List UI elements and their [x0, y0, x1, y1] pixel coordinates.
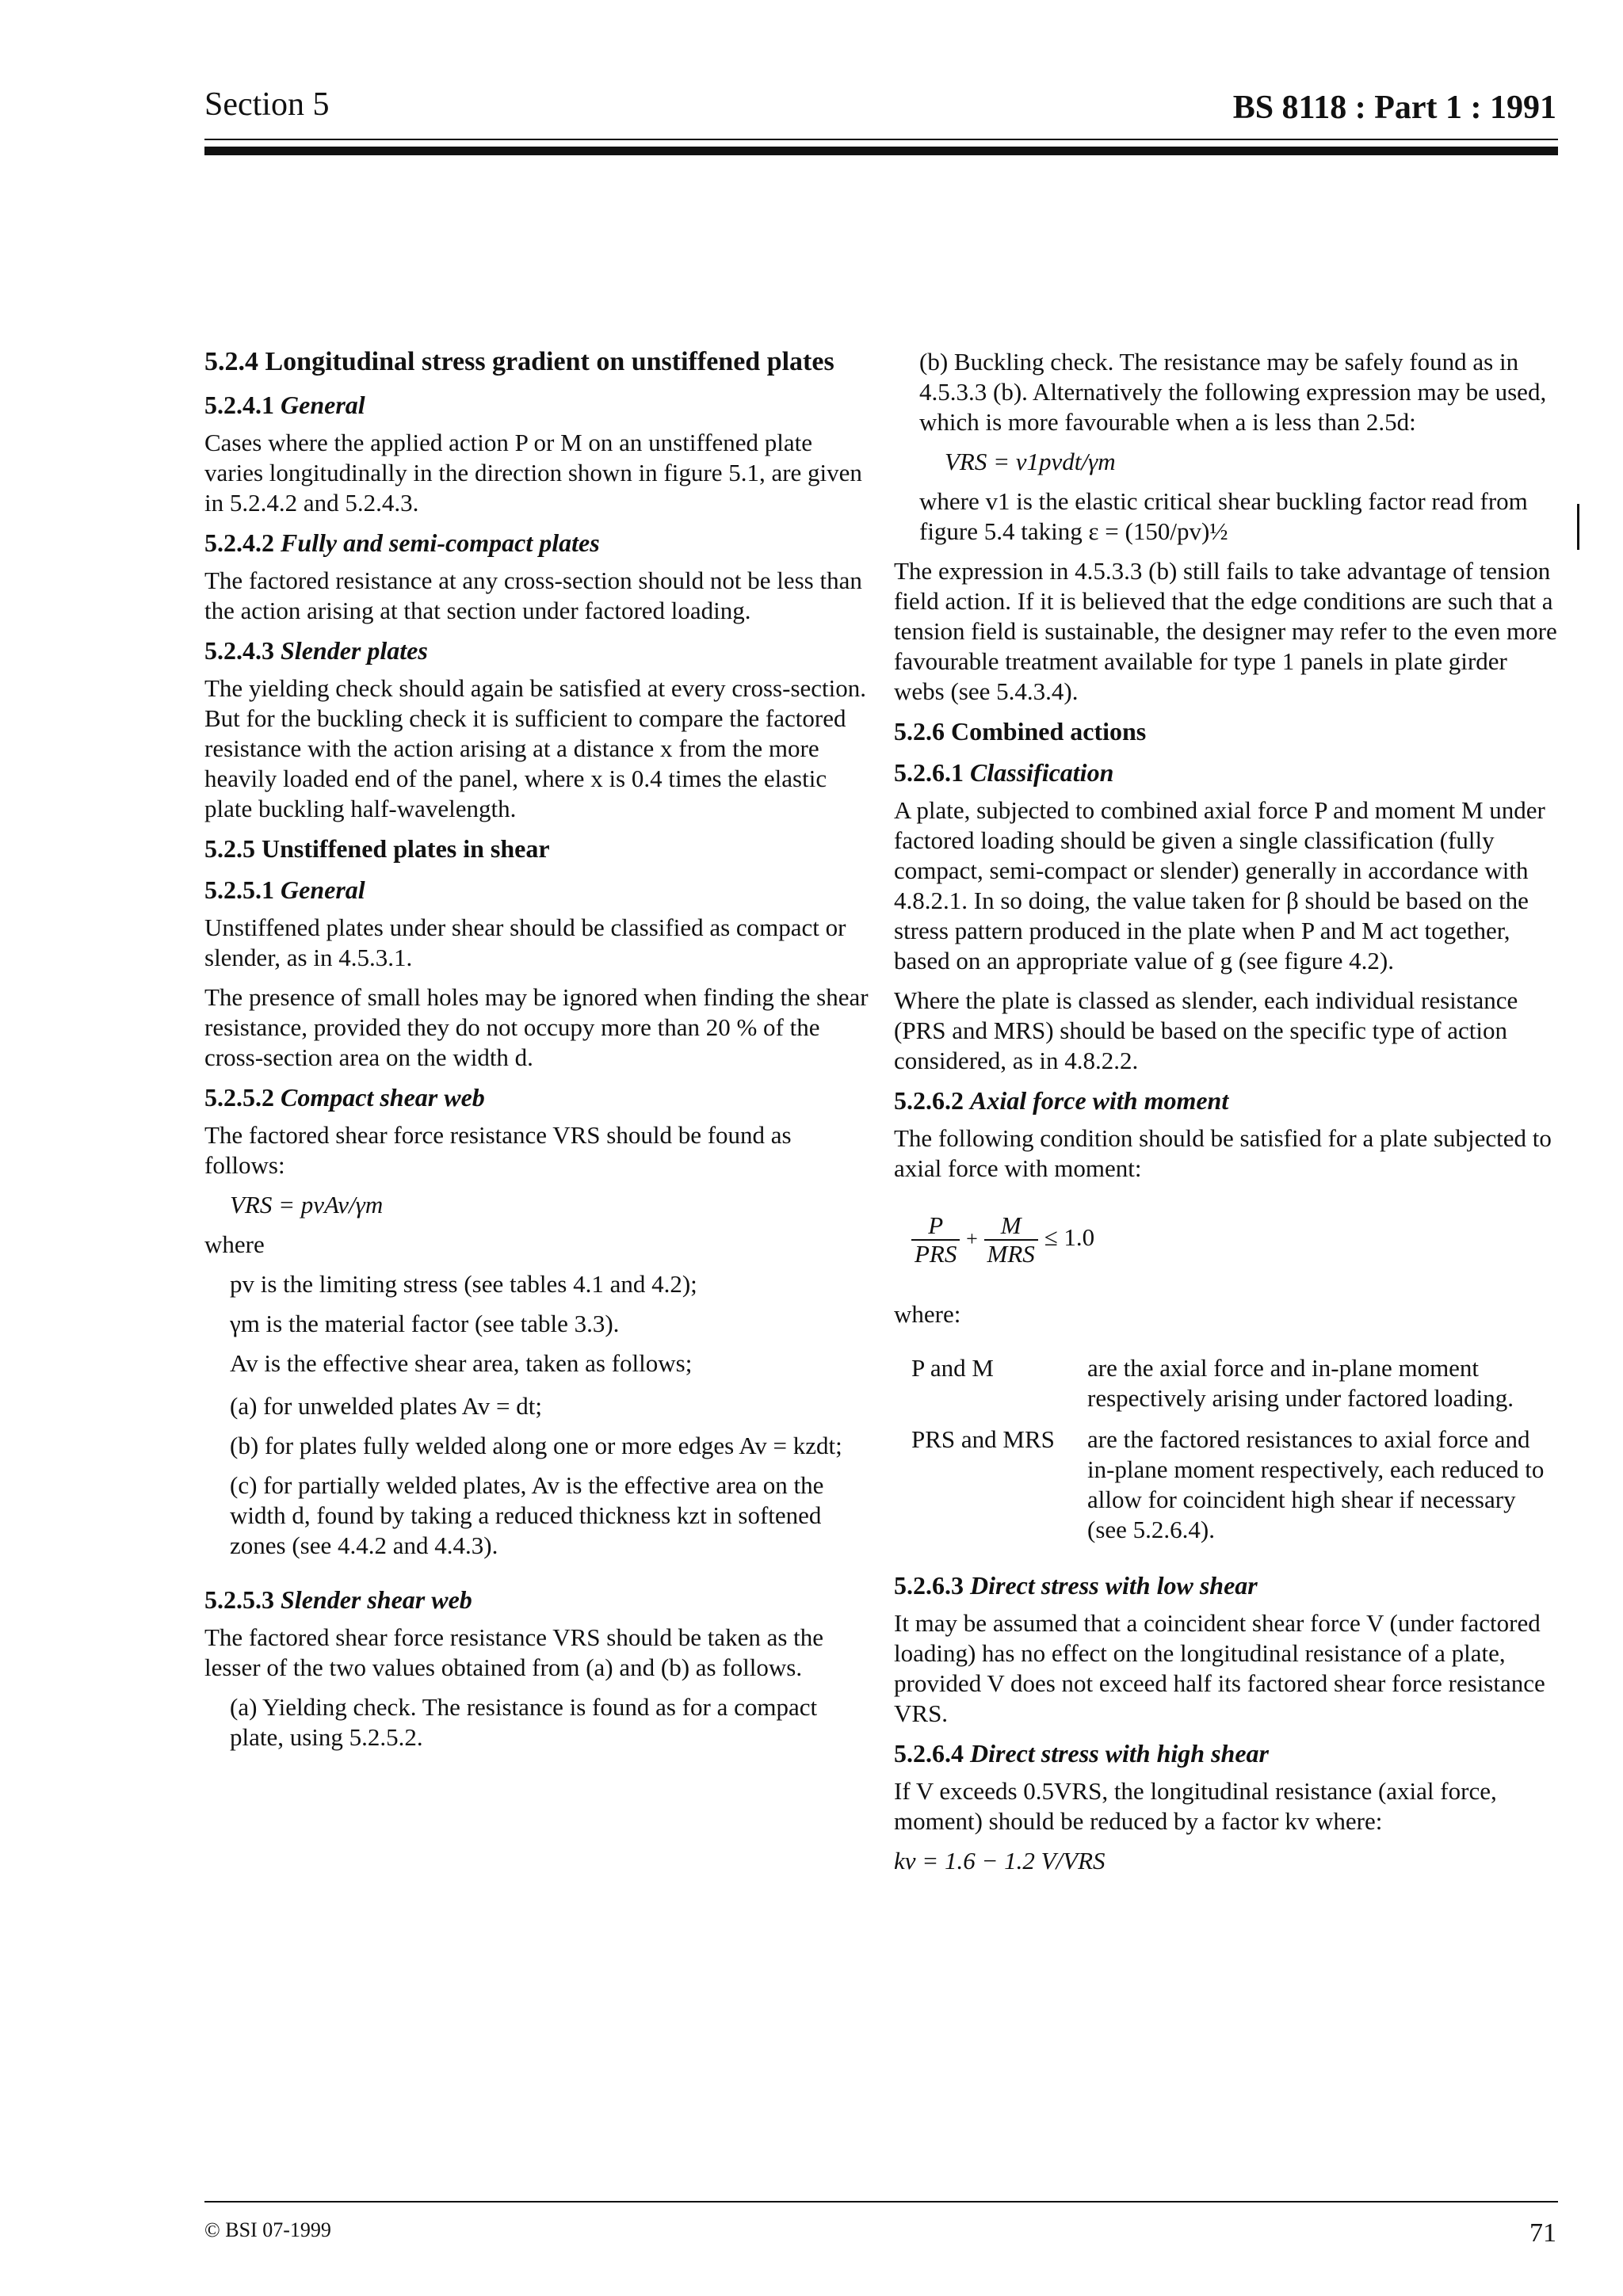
equation-vrs: VRS = pvAv/γm — [230, 1191, 384, 1219]
heading-5-2-6-4: 5.2.6.4 Direct stress with high shear — [894, 1739, 1269, 1768]
interaction-formula: $\frac{P}{\text{PRS}}$ + $\frac{M}{\text{MRS}}$ ≤ 1.0 — [911, 1212, 1560, 1268]
heading-5-2-6-3: 5.2.6.3 Direct stress with low shear — [894, 1571, 1258, 1600]
heading-5-2-4: 5.2.4 Longitudinal stress gradient on unstiffened plates — [204, 347, 834, 376]
heading-5-2-4-3: 5.2.4.3 Slender plates — [204, 636, 428, 665]
para-5-2-5-2: The factored shear force resistance VRS should be found as follows: — [204, 1121, 792, 1179]
case-b: (b) for plates fully welded along one or more edges Av = kzdt; — [230, 1432, 842, 1459]
heading-5-2-5: 5.2.5 Unstiffened plates in shear — [204, 834, 550, 863]
para-5-2-4-3: The yielding check should again be satisfied at every cross-section. But for the buckling check it is sufficient to compare the factored resistance with the action arising at a distance x from the more heavily loaded end of the panel, where x is 0.4 times the elastic plate buckling half-wavelength. — [204, 674, 867, 822]
heading-5-2-4-2: 5.2.4.2 Fully and semi-compact plates — [204, 528, 600, 557]
def-av: Av is the effective shear area, taken as follows; — [230, 1349, 693, 1377]
where-label: where — [204, 1230, 265, 1258]
yielding-check: (a) Yielding check. The resistance is found as for a compact plate, using 5.2.5.2. — [230, 1693, 818, 1751]
para-5-2-5-1-a: Unstiffened plates under shear should be classified as compact or slender, as in 4.5.3.1. — [204, 913, 846, 971]
heading-5-2-6-1: 5.2.6.1 Classification — [894, 758, 1114, 787]
copyright: © BSI 07-1999 — [204, 2218, 331, 2241]
equation-vrs-buckling: VRS = v1pvdt/γm — [945, 448, 1116, 475]
fraction-m: $\frac{M}{\text{MRS}}$ — [984, 1212, 1038, 1268]
section-label: Section 5 — [204, 86, 330, 123]
heading-5-2-4-1: 5.2.4.1 General — [204, 391, 365, 419]
left-column — [204, 347, 870, 1762]
footer-rule — [204, 2201, 1558, 2203]
para-5-2-4-1: Cases where the applied action P or M on an unstiffened plate varies longitudinally in the direction shown in figure 5.1, are given in 5.2.4.2 and 5.2.4.3. — [204, 429, 862, 517]
para-5-2-6-2: The following condition should be satisfied for a plate subjected to axial force with moment: — [894, 1124, 1552, 1182]
case-a: (a) for unwelded plates Av = dt; — [230, 1392, 542, 1420]
change-bar — [1577, 504, 1579, 550]
standard-id: BS 8118 : Part 1 : 1991 — [1232, 90, 1556, 126]
para-5-2-6-3: It may be assumed that a coincident shear force V (under factored loading) has no effect on the longitudinal resistance of a plate, provided V does not exceed half its factored shear force resistance VRS. — [894, 1609, 1545, 1727]
buckling-check: (b) Buckling check. The resistance may be safely found as in 4.5.3.3 (b). Alternatively the following expression may be used, which is more favourable when a is less than 2.5d: — [919, 348, 1547, 436]
para-expression: The expression in 4.5.3.3 (b) still fails to take advantage of tension field action. If it is believed that the edge conditions are such that a tension field is sustainable, the designer may refer to the even more favourable treatment available for type 1 panels in plate girder webs (see 5.4.3.4). — [894, 557, 1557, 705]
heading-5-2-5-2: 5.2.5.2 Compact shear web — [204, 1083, 485, 1112]
para-5-2-6-4: If V exceeds 0.5VRS, the longitudinal resistance (axial force, moment) should be reduced by a factor kv where: — [894, 1777, 1497, 1835]
where-label-2: where: — [894, 1300, 961, 1328]
right-column — [894, 347, 1560, 1886]
formula-rhs: ≤ 1.0 — [1044, 1223, 1095, 1252]
heading-5-2-6-2: 5.2.6.2 Axial force with moment — [894, 1086, 1229, 1115]
para-5-2-6-1-a: A plate, subjected to combined axial force P and moment M under factored loading should be given a single classification (fully compact, semi-compact or slender) generally in accordance with 4.8.2.1. In so doing, the value taken for β should be based on the stress pattern produced in the plate when P and M act together, based on an appropriate value of g (see figure 4.2). — [894, 796, 1545, 974]
def-prs-and-mrs: PRS and MRS are the factored resistances to axial force and in-plane moment respectively, each reduced to allow for coincident high shear if necessary (see 5.2.6.4). — [911, 1425, 1545, 1543]
header-rule-thin — [204, 139, 1558, 140]
case-c: (c) for partially welded plates, Av is the effective area on the width d, found by taking a reduced thickness kzt in softened zones (see 4.4.2 and 4.4.3). — [230, 1471, 824, 1559]
para-5-2-6-1-b: Where the plate is classed as slender, each individual resistance (PRS and MRS) should be based on the specific type of action considered, as in 4.8.2.2. — [894, 986, 1518, 1074]
heading-5-2-5-3: 5.2.5.3 Slender shear web — [204, 1585, 472, 1614]
equation-kv: kv = 1.6 − 1.2 V/VRS — [894, 1847, 1106, 1875]
header-rule-thick — [204, 147, 1558, 155]
para-5-2-4-2: The factored resistance at any cross-section should not be less than the action arising at that section under factored loading. — [204, 566, 862, 624]
page-number: 71 — [1529, 2218, 1556, 2248]
heading-5-2-5-1: 5.2.5.1 General — [204, 875, 365, 904]
fraction-p: $\frac{P}{\text{PRS}}$ — [911, 1212, 960, 1268]
def-p-and-m: P and M are the axial force and in-plane moment respectively arising under factored loading. — [911, 1354, 1514, 1412]
heading-5-2-6: 5.2.6 Combined actions — [894, 717, 1147, 746]
def-gamma-m: γm is the material factor (see table 3.3). — [230, 1310, 620, 1337]
def-pv: pv is the limiting stress (see tables 4.1 and 4.2); — [230, 1270, 697, 1298]
para-5-2-5-1-b: The presence of small holes may be ignored when finding the shear resistance, provided they do not occupy more than 20 % of the cross-section area on the width d. — [204, 983, 869, 1071]
def-v1: where v1 is the elastic critical shear buckling factor read from figure 5.4 taking ε = (150/pv)½ — [919, 487, 1528, 545]
para-5-2-5-3: The factored shear force resistance VRS should be taken as the lesser of the two values obtained from (a) and (b) as follows. — [204, 1623, 824, 1681]
